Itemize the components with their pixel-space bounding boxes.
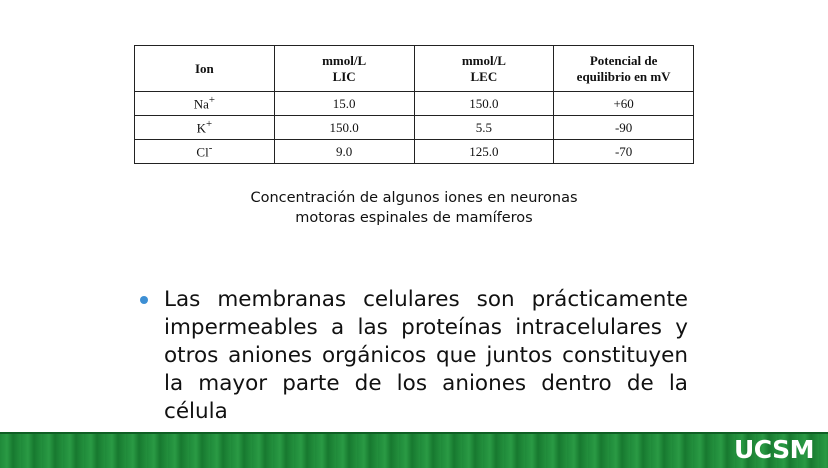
- potential-cell: -70: [554, 140, 694, 164]
- table-row: [135, 140, 694, 164]
- lic-cell: 150.0: [274, 116, 414, 140]
- bullet-dot-icon: [140, 296, 148, 304]
- ion-cell: K+: [135, 116, 275, 140]
- caption-line-2: motoras espinales de mamíferos: [295, 210, 533, 226]
- lec-cell: 5.5: [414, 116, 554, 140]
- ion-cell: Na+: [135, 92, 275, 116]
- header-potential: Potencial de equilibrio en mV: [554, 46, 694, 92]
- lec-cell: 150.0: [414, 92, 554, 116]
- ion-cell: Cl-: [135, 140, 275, 164]
- table-header-row: [135, 46, 694, 92]
- header-lec: mmol/L LEC: [414, 46, 554, 92]
- lic-cell: 15.0: [274, 92, 414, 116]
- caption-line-1: Concentración de algunos iones en neuronas: [250, 190, 578, 206]
- potential-cell: -90: [554, 116, 694, 140]
- bullet-point: [140, 286, 688, 426]
- lec-cell: 125.0: [414, 140, 554, 164]
- ion-table: [134, 45, 694, 164]
- footer-bar: [0, 432, 828, 468]
- lic-cell: 9.0: [274, 140, 414, 164]
- header-lic: mmol/L LIC: [274, 46, 414, 92]
- header-ion: Ion: [135, 46, 275, 92]
- ucsm-logo: UCSM: [734, 435, 814, 464]
- potential-cell: +60: [554, 92, 694, 116]
- ion-table-container: [134, 45, 694, 164]
- table-row: [135, 92, 694, 116]
- bullet-text: Las membranas celulares son prácticamente impermeables a las proteínas intracelulares y otros aniones orgánicos que juntos constituyen la mayor parte de los aniones dentro de la célula: [164, 287, 688, 424]
- table-caption: [134, 188, 694, 228]
- table-row: [135, 116, 694, 140]
